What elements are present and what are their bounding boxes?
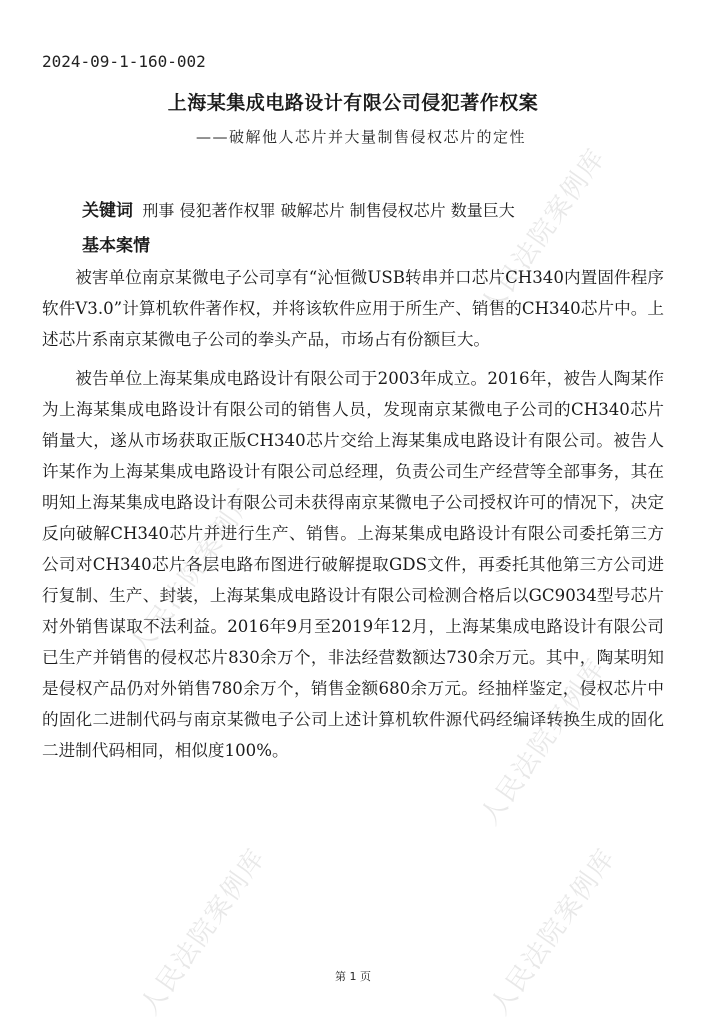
watermark: 人民法院案例库 [474, 142, 612, 321]
paragraph: 被告单位上海某集成电路设计有限公司于2003年成立。2016年，被告人陶某作为上海某集成电路设计有限公司的销售人员，发现南京某微电子公司的CH340芯片销量大，遂从市场获取正版CH340芯片交给上海某集成电路设计有限公司。被告人许某作为上海某集成电路设计有限公司总经理，负责公司生产经营等全部事务，其在明知上海某集成电路设计有限公司未获得南京某微电子公司授权许可的情况下，决定反向破解CH340芯片并进行生产、销售。上海某集成电路设计有限公司委托第三方公司对CH340芯片各层电路布图进行破解提取GDS文件，再委托其他第三方公司进行复制、生产、封装，上海某集成电路设计有限公司检测合格后以GC9034型号芯片对外销售谋取不法利益。2016年9月至2019年12月，上海某集成电路设计有限公司已生产并销售的侵权芯片830余万个，非法经营数额达730余万元。其中，陶某明知是侵权产品仍对外销售780余万个，销售金额680余万元。经抽样鉴定，侵权芯片中的固化二进制代码与南京某微电子公司上述计算机软件源代码经编译转换生成的固化二进制代码相同，相似度100%。 [42, 369, 664, 760]
document-title: 上海某集成电路设计有限公司侵犯著作权案 [167, 92, 539, 114]
keywords-values: 刑事 侵犯著作权罪 破解芯片 制售侵权芯片 数量巨大 [142, 201, 515, 220]
case-number: 2024-09-1-160-002 [42, 52, 206, 71]
watermark: 人民法院案例库 [484, 842, 622, 1021]
keywords-label: 关键词 [82, 201, 133, 221]
keywords-line [82, 196, 515, 221]
section-heading: 基本案情 [82, 236, 150, 256]
paragraph: 被害单位南京某微电子公司享有“沁恒微USB转串并口芯片CH340内置固件程序软件V3.0”计算机软件著作权，并将该软件应用于所生产、销售的CH340芯片中。上述芯片系南京某微电子公司的拳头产品，市场占有份额巨大。 [42, 268, 664, 349]
document-subtitle: ——破解他人芯片并大量制售侵权芯片的定性 [196, 128, 527, 146]
watermark: 人民法院案例库 [134, 842, 272, 1021]
watermark: 人民法院案例库 [124, 482, 262, 661]
watermark: 人民法院案例库 [474, 652, 612, 831]
page-footer: 第 1 页 [335, 970, 371, 983]
document-body [42, 262, 664, 774]
